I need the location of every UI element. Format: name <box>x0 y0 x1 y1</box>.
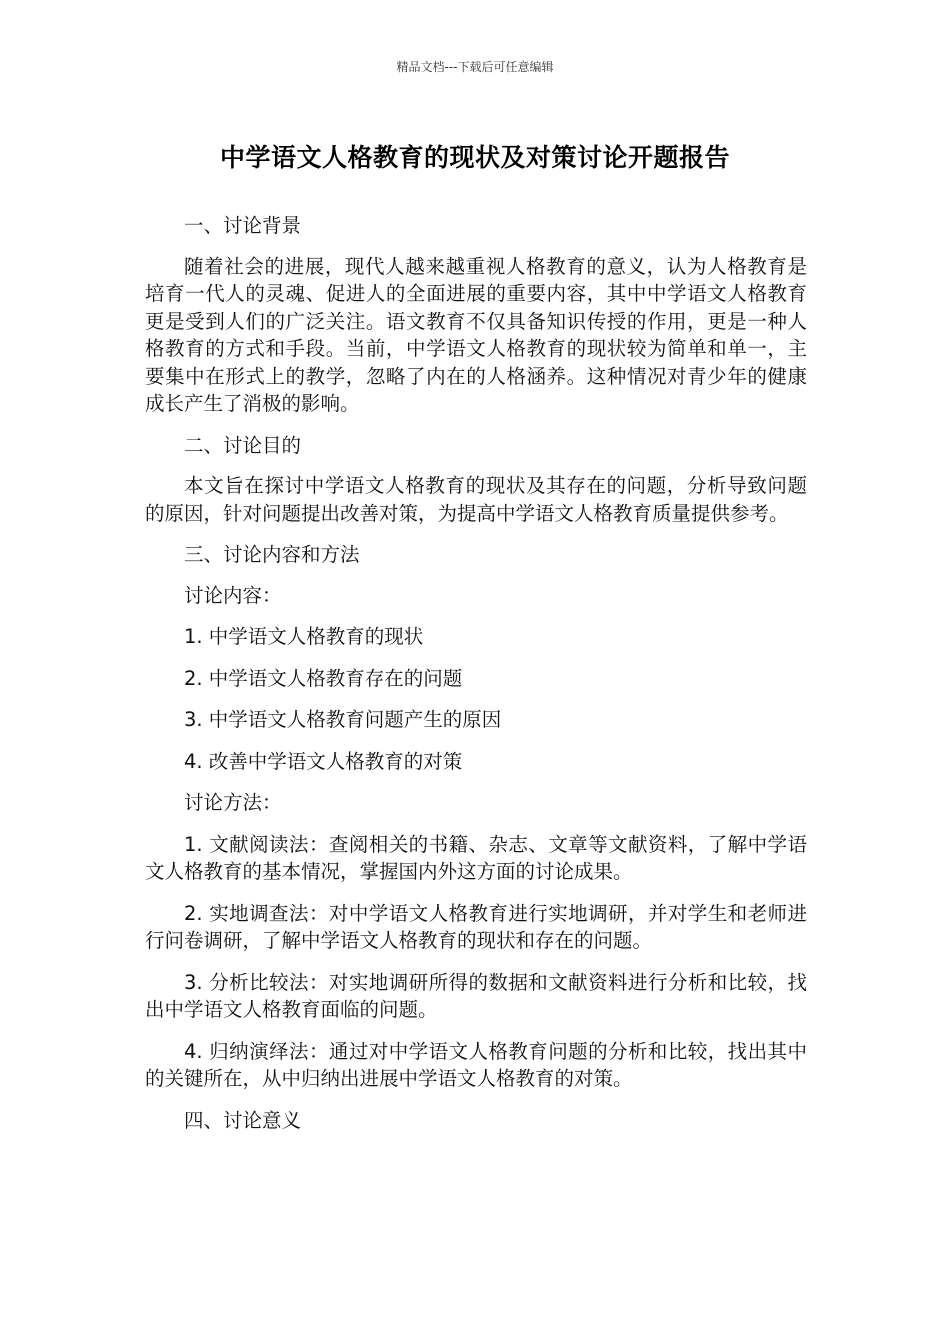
method-label: 讨论方法： <box>184 791 282 814</box>
content-item: 1. 中学语文人格教育的现状 <box>184 625 424 648</box>
section-heading-significance: 四、讨论意义 <box>184 1108 302 1132</box>
content-label: 讨论内容： <box>184 583 282 607</box>
content-item: 3. 中学语文人格教育问题产生的原因 <box>184 708 502 731</box>
document-body <box>145 212 807 1147</box>
header-note: 精品文档---下载后可任意编辑 <box>396 60 554 74</box>
section-heading-purpose: 二、讨论目的 <box>184 433 302 457</box>
paragraph-purpose: 本文旨在探讨中学语文人格教育的现状及其存在的问题，分析导致问题的原因，针对问题提出改善对策，为提高中学语文人格教育质量提供参考。 <box>145 474 807 525</box>
method-item: 1. 文献阅读法：查阅相关的书籍、杂志、文章等文献资料，了解中学语文人格教育的基本情况，掌握国内外这方面的讨论成果。 <box>145 832 807 883</box>
content-item: 2. 中学语文人格教育存在的问题 <box>184 666 463 690</box>
method-item: 4. 归纳演绎法：通过对中学语文人格教育问题的分析和比较，找出其中的关键所在，从中归纳出进展中学语文人格教育的对策。 <box>145 1039 807 1090</box>
section-heading-content-method: 三、讨论内容和方法 <box>184 543 360 566</box>
section-heading-background: 一、讨论背景 <box>184 214 302 237</box>
method-item: 2. 实地调查法：对中学语文人格教育进行实地调研，并对学生和老师进行问卷调研，了解中学语文人格教育的现状和存在的问题。 <box>145 901 807 952</box>
paragraph-background: 随着社会的进展，现代人越来越重视人格教育的意义，认为人格教育是培育一代人的灵魂、促进人的全面进展的重要内容，其中中学语文人格教育更是受到人们的广泛关注。语文教育不仅具备知识传授的作用，更是一种人格教育的方式和手段。当前，中学语文人格教育的现状较为简单和单一，主要集中在形式上的教学，忽略了内在的人格涵养。这种情况对青少年的健康成长产生了消极的影响。 <box>145 254 807 415</box>
method-item: 3. 分析比较法：对实地调研所得的数据和文献资料进行分析和比较，找出中学语文人格教育面临的问题。 <box>145 970 807 1021</box>
content-item: 4. 改善中学语文人格教育的对策 <box>184 749 463 773</box>
document-title: 中学语文人格教育的现状及对策讨论开题报告 <box>219 143 730 172</box>
